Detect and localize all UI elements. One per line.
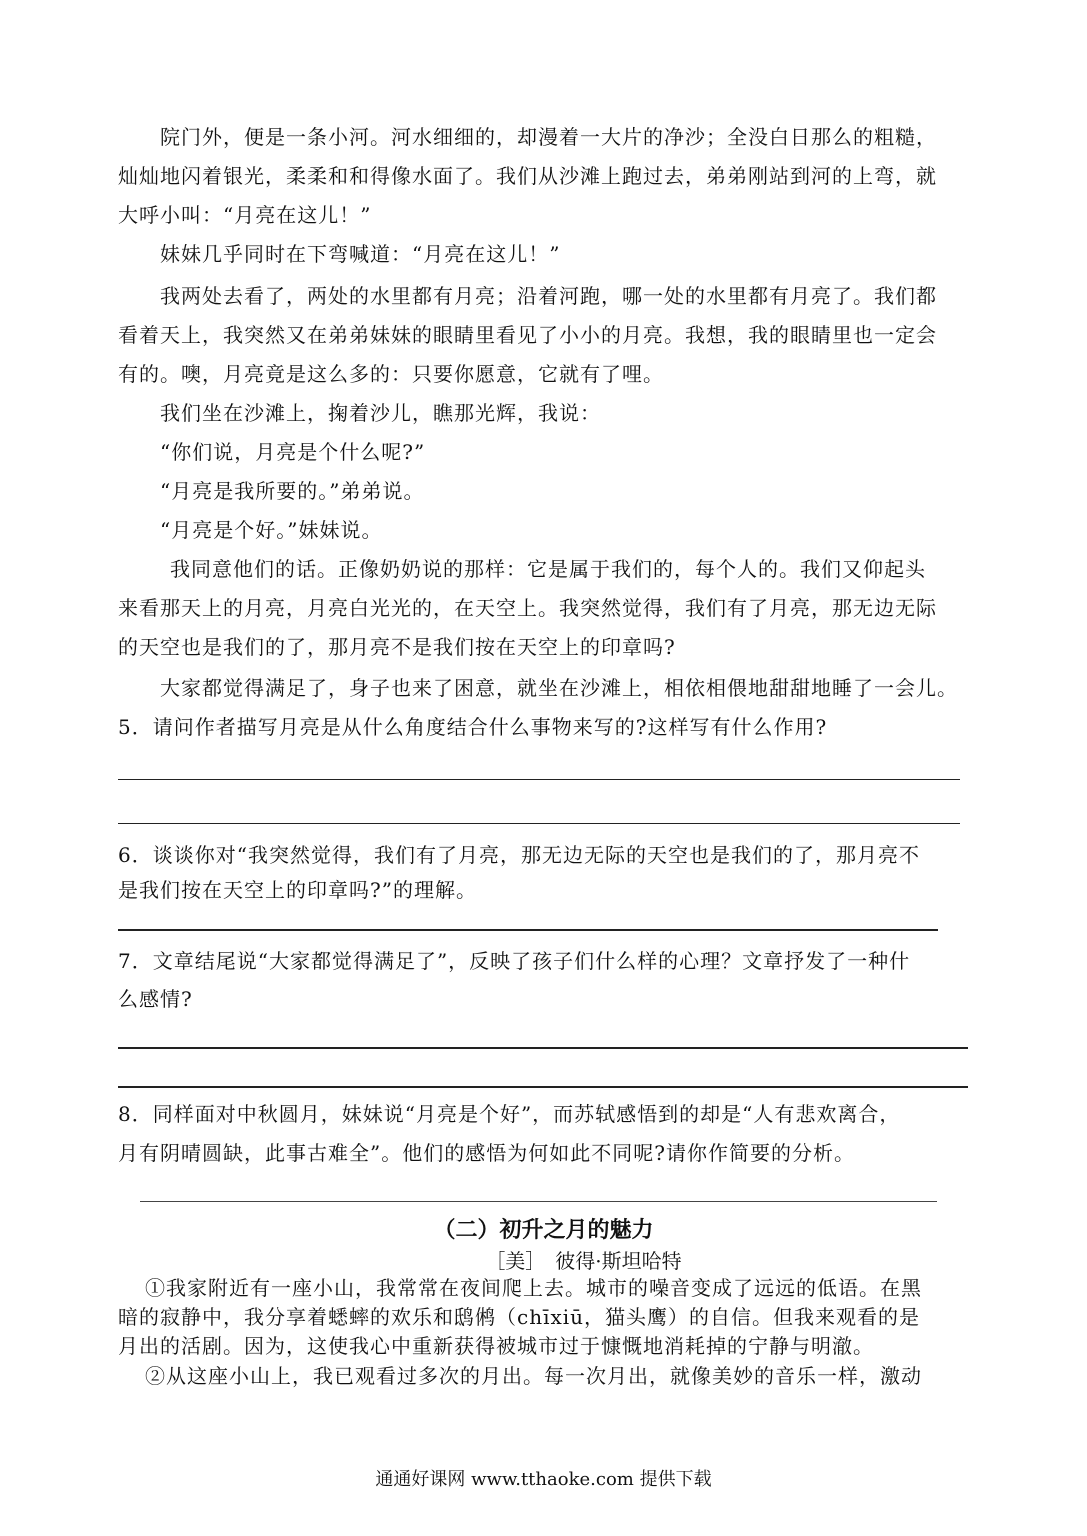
section-divider	[140, 1201, 937, 1202]
passage1-line-5: 我两处去看了，两处的水里都有月亮；沿着河跑，哪一处的水里都有月亮了。我们都	[160, 284, 937, 308]
page-footer: 通通好课网 www.tthaoke.com 提供下载	[375, 1469, 712, 1490]
question-6-line-2: 是我们按在天空上的印章吗?”的理解。	[118, 878, 477, 902]
question-7-line-2: 么感情?	[118, 987, 193, 1011]
question-5: 5．请问作者描写月亮是从什么角度结合什么事物来写的?这样写有什么作用?	[118, 715, 828, 739]
passage1-line-9: “你们说，月亮是个什么呢?”	[160, 440, 426, 464]
passage1-line-1: 院门外，便是一条小河。河水细细的，却漫着一大片的净沙；全没白日那么的粗糙，	[160, 125, 937, 149]
passage2-author: ［美］ 彼得·斯坦哈特	[485, 1249, 682, 1273]
passage1-line-2: 灿灿地闪着银光，柔柔和和得像水面了。我们从沙滩上跑过去，弟弟刚站到河的上弯，就	[118, 164, 937, 188]
passage2-line-2: 暗的寂静中，我分享着蟋蟀的欢乐和鸱鸺（chīxiū，猫头鹰）的自信。但我来观看的是	[118, 1305, 921, 1329]
passage1-line-6: 看着天上，我突然又在弟弟妹妹的眼睛里看见了小小的月亮。我想，我的眼睛里也一定会	[118, 323, 937, 347]
passage1-line-3: 大呼小叫：“月亮在这儿！”	[118, 203, 372, 227]
passage1-line-14: 的天空也是我们的了，那月亮不是我们按在天空上的印章吗?	[118, 635, 676, 659]
answer-line-5b[interactable]	[118, 823, 960, 824]
passage1-line-7: 有的。噢，月亮竟是这么多的：只要你愿意，它就有了哩。	[118, 362, 664, 386]
passage1-line-13: 来看那天上的月亮，月亮白光光的，在天空上。我突然觉得，我们有了月亮，那无边无际	[118, 596, 937, 620]
answer-line-7b[interactable]	[118, 1086, 968, 1088]
passage1-line-15: 大家都觉得满足了，身子也来了困意，就坐在沙滩上，相依相偎地甜甜地睡了一会儿。	[160, 676, 958, 700]
passage1-line-4: 妹妹几乎同时在下弯喊道：“月亮在这儿！”	[160, 242, 561, 266]
passage1-line-10: “月亮是我所要的。”弟弟说。	[160, 479, 425, 503]
passage1-line-11: “月亮是个好。”妹妹说。	[160, 518, 383, 542]
question-8-line-2: 月有阴晴圆缺，此事古难全”。他们的感悟为何如此不同呢?请你作简要的分析。	[118, 1141, 855, 1165]
answer-line-6[interactable]	[118, 929, 938, 931]
passage2-line-4: ②从这座小山上，我已观看过多次的月出。每一次月出，就像美妙的音乐一样，激动	[145, 1364, 922, 1388]
question-7-line-1: 7．文章结尾说“大家都觉得满足了”，反映了孩子们什么样的心理？文章抒发了一种什	[118, 949, 911, 973]
passage2-line-1: ①我家附近有一座小山，我常常在夜间爬上去。城市的噪音变成了远远的低语。在黑	[145, 1276, 922, 1300]
question-6-line-1: 6．谈谈你对“我突然觉得，我们有了月亮，那无边无际的天空也是我们的了，那月亮不	[118, 843, 920, 867]
question-8-line-1: 8．同样面对中秋圆月，妹妹说“月亮是个好”，而苏轼感悟到的却是“人有悲欢离合，	[118, 1102, 901, 1126]
passage2-title: （二）初升之月的魅力	[433, 1218, 654, 1243]
answer-line-5a[interactable]	[118, 779, 960, 780]
answer-line-7a[interactable]	[118, 1047, 968, 1049]
passage2-line-3: 月出的活剧。因为，这使我心中重新获得被城市过于慷慨地消耗掉的宁静与明澈。	[118, 1334, 874, 1358]
passage1-line-8: 我们坐在沙滩上，掬着沙儿，瞧那光辉，我说：	[160, 401, 601, 425]
passage1-line-12: 我同意他们的话。正像奶奶说的那样：它是属于我们的，每个人的。我们又仰起头	[170, 557, 926, 581]
